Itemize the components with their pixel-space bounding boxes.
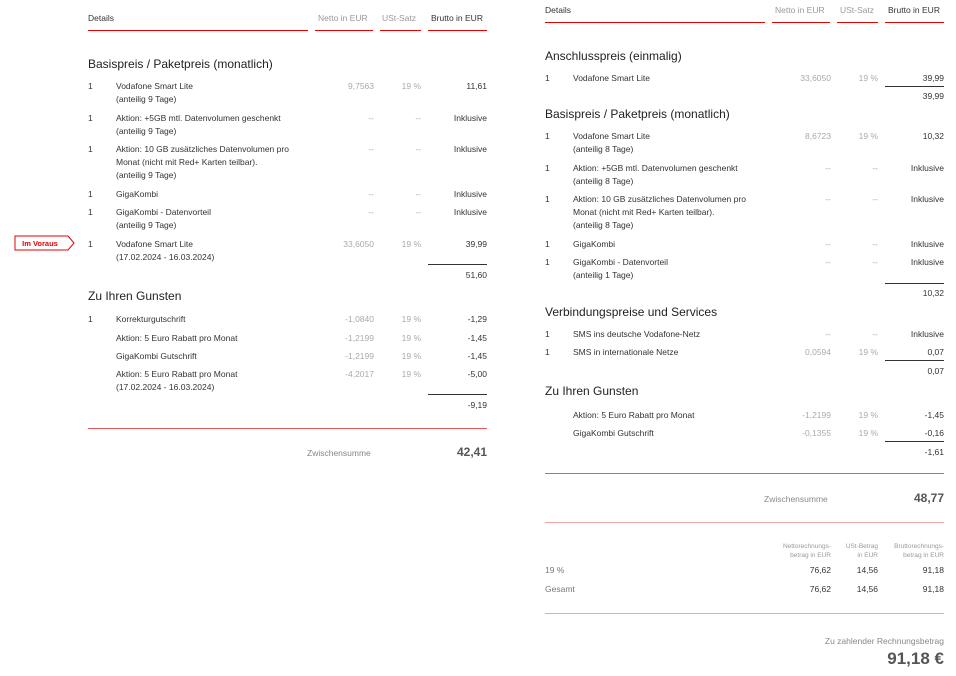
- right-subtotal-value: 48,77: [913, 491, 944, 505]
- row-brutto: Inklusive: [910, 257, 944, 267]
- row-desc-line1: Aktion: +5GB mtl. Datenvolumen geschenkt: [573, 163, 738, 173]
- left-section-gunsten-title: Zu Ihren Gunsten: [88, 289, 182, 303]
- row-qty: 1: [88, 113, 93, 123]
- row-brutto: Inklusive: [453, 189, 487, 199]
- row-qty: 1: [88, 207, 93, 217]
- right-section-basispreis-title: Basispreis / Paketpreis (monatlich): [545, 107, 730, 121]
- row-brutto: 11,61: [466, 81, 487, 91]
- row-desc-line2: Monat (nicht mit Red+ Karten teilbar).: [116, 157, 258, 167]
- subtotal-rule: [428, 264, 487, 265]
- row-netto: --: [825, 194, 831, 204]
- row-desc-line2: (17.02.2024 - 16.03.2024): [116, 252, 215, 262]
- im-voraus-label: Im Voraus: [22, 239, 58, 248]
- tax-header-ust-a: USt-Betrag: [845, 543, 878, 550]
- left-header-underline-ust: [380, 30, 421, 31]
- row-desc-line1: Vodafone Smart Lite: [116, 81, 194, 91]
- tax-header-netto-a: Nettorechnungs-: [782, 543, 831, 550]
- row-ust: 19 %: [858, 131, 878, 141]
- row-brutto: Inklusive: [453, 207, 487, 217]
- row-ust: --: [872, 257, 878, 267]
- row-desc-line1: SMS ins deutsche Vodafone-Netz: [573, 329, 701, 339]
- row-netto: -1,0840: [345, 314, 374, 324]
- row-qty: 1: [545, 73, 550, 83]
- row-netto: -1,2199: [345, 351, 374, 361]
- right-header-underline-brutto: [885, 22, 944, 23]
- row-desc-line1: Aktion: 10 GB zusätzliches Datenvolumen pro: [116, 144, 289, 154]
- row-brutto: Inklusive: [910, 329, 944, 339]
- row-desc-line2: (anteilig 9 Tage): [116, 94, 177, 104]
- row-brutto: -1,45: [467, 351, 487, 361]
- row-ust: 19 %: [401, 333, 421, 343]
- tax-row-brutto: 91,18: [922, 584, 944, 594]
- left-divider: [88, 428, 487, 429]
- left-header-details: Details: [88, 13, 114, 23]
- row-netto: --: [368, 113, 374, 123]
- row-netto: -1,2199: [345, 333, 374, 343]
- row-ust: --: [872, 329, 878, 339]
- tax-row-netto: 76,62: [809, 565, 831, 575]
- row-brutto: -1,45: [467, 333, 487, 343]
- row-brutto: -1,29: [467, 314, 487, 324]
- row-desc-line1: GigaKombi: [116, 189, 159, 199]
- row-netto: 9,7563: [348, 81, 374, 91]
- row-desc-line1: Vodafone Smart Lite: [573, 73, 651, 83]
- row-ust: 19 %: [401, 351, 421, 361]
- tax-row-netto: 76,62: [809, 584, 831, 594]
- row-ust: 19 %: [401, 239, 421, 249]
- tax-row-ust: 14,56: [856, 584, 878, 594]
- subtotal-rule: [885, 441, 944, 442]
- row-netto: --: [825, 163, 831, 173]
- row-ust: --: [415, 144, 421, 154]
- row-desc-line1: GigaKombi - Datenvorteil: [573, 257, 668, 267]
- final-amount-value: 91,18 €: [887, 649, 944, 668]
- row-desc-line1: Aktion: 10 GB zusätzliches Datenvolumen pro: [573, 194, 746, 204]
- row-ust: 19 %: [858, 347, 878, 357]
- row-qty: 1: [545, 131, 550, 141]
- left-header-netto: Netto in EUR: [318, 13, 368, 23]
- row-desc-line1: GigaKombi: [573, 239, 616, 249]
- left-header-underline-netto: [315, 30, 373, 31]
- right-section-gunsten-title: Zu Ihren Gunsten: [545, 384, 639, 398]
- row-netto: --: [825, 239, 831, 249]
- row-desc-line2: Monat (nicht mit Red+ Karten teilbar).: [573, 207, 715, 217]
- row-qty: 1: [88, 314, 93, 324]
- right-header-netto: Netto in EUR: [775, 5, 825, 15]
- row-desc-line1: Korrekturgutschrift: [116, 314, 186, 324]
- row-brutto: 39,99: [465, 239, 487, 249]
- right-divider: [545, 473, 944, 474]
- left-header-underline-brutto: [428, 30, 487, 31]
- row-desc-line1: GigaKombi - Datenvorteil: [116, 207, 211, 217]
- right-verbindung-total: 0,07: [927, 366, 944, 376]
- tax-header-brutto-b: betrag in EUR: [903, 552, 944, 559]
- row-desc-line1: SMS in internationale Netze: [573, 347, 679, 357]
- right-section-verbindung-title: Verbindungspreise und Services: [545, 305, 718, 319]
- row-netto: -4,2017: [345, 369, 374, 379]
- row-desc-line1: Aktion: 5 Euro Rabatt pro Monat: [116, 369, 238, 379]
- row-brutto: -5,00: [467, 369, 487, 379]
- row-desc-line1: Vodafone Smart Lite: [116, 239, 194, 249]
- row-brutto: -0,16: [924, 428, 944, 438]
- subtotal-rule: [885, 86, 944, 87]
- row-brutto: 10,32: [922, 131, 944, 141]
- tax-row-ust: 14,56: [856, 565, 878, 575]
- row-desc-line1: GigaKombi Gutschrift: [116, 351, 197, 361]
- row-qty: 1: [545, 194, 550, 204]
- row-ust: 19 %: [401, 314, 421, 324]
- row-desc-line2: (anteilig 9 Tage): [116, 220, 177, 230]
- row-desc-line1: Aktion: 5 Euro Rabatt pro Monat: [116, 333, 238, 343]
- row-netto: --: [825, 257, 831, 267]
- final-amount-label: Zu zahlender Rechnungsbetrag: [824, 636, 944, 646]
- right-header-underline-ust: [837, 22, 878, 23]
- right-basis-total: 10,32: [922, 288, 944, 298]
- row-qty: 1: [545, 257, 550, 267]
- row-ust: --: [415, 113, 421, 123]
- right-header-ust: USt-Satz: [840, 5, 875, 15]
- tax-row-label: Gesamt: [545, 584, 575, 594]
- row-desc-line2: (anteilig 8 Tage): [573, 144, 634, 154]
- row-netto: -0,1355: [802, 428, 831, 438]
- row-qty: 1: [88, 81, 93, 91]
- row-ust: 19 %: [401, 369, 421, 379]
- tax-row-brutto: 91,18: [922, 565, 944, 575]
- tax-row-label: 19 %: [545, 565, 565, 575]
- row-desc-line3: (anteilig 8 Tage): [573, 220, 634, 230]
- row-desc-line1: Vodafone Smart Lite: [573, 131, 651, 141]
- right-header-underline-netto: [772, 22, 830, 23]
- left-subtotal-label: Zwischensumme: [307, 448, 371, 458]
- row-netto: 33,6050: [800, 73, 831, 83]
- right-header-details: Details: [545, 5, 571, 15]
- row-ust: 19 %: [858, 73, 878, 83]
- row-ust: --: [415, 207, 421, 217]
- row-brutto: Inklusive: [910, 163, 944, 173]
- row-netto: --: [368, 207, 374, 217]
- row-qty: 1: [545, 347, 550, 357]
- right-header-underline-details: [545, 22, 765, 23]
- row-desc-line2: (anteilig 8 Tage): [573, 176, 634, 186]
- row-qty: 1: [88, 189, 93, 199]
- row-netto: 33,6050: [343, 239, 374, 249]
- row-ust: 19 %: [858, 410, 878, 420]
- subtotal-rule: [885, 283, 944, 284]
- row-ust: --: [415, 189, 421, 199]
- subtotal-rule: [885, 360, 944, 361]
- right-gunsten-total: -1,61: [924, 447, 944, 457]
- row-qty: 1: [545, 163, 550, 173]
- row-qty: 1: [88, 144, 93, 154]
- left-basis-total: 51,60: [465, 270, 487, 280]
- im-voraus-tag: [14, 235, 76, 251]
- row-qty: 1: [545, 239, 550, 249]
- tax-header-brutto-a: Bruttorechnungs-: [894, 543, 944, 550]
- row-ust: 19 %: [858, 428, 878, 438]
- subtotal-rule: [428, 394, 487, 395]
- right-divider-final: [545, 613, 944, 614]
- right-section-anschluss-title: Anschlusspreis (einmalig): [545, 49, 682, 63]
- row-netto: --: [368, 189, 374, 199]
- left-gunsten-total: -9,19: [467, 400, 487, 410]
- row-netto: 0,0594: [805, 347, 831, 357]
- right-subtotal-label: Zwischensumme: [764, 494, 828, 504]
- row-desc-line3: (anteilig 9 Tage): [116, 170, 177, 180]
- row-desc-line2: (anteilig 1 Tage): [573, 270, 634, 280]
- row-netto: --: [368, 144, 374, 154]
- row-ust: --: [872, 239, 878, 249]
- row-brutto: 0,07: [927, 347, 944, 357]
- row-netto: 8,6723: [805, 131, 831, 141]
- row-brutto: Inklusive: [453, 144, 487, 154]
- row-qty: 1: [545, 329, 550, 339]
- row-desc-line1: Aktion: +5GB mtl. Datenvolumen geschenkt: [116, 113, 281, 123]
- left-header-underline-details: [88, 30, 308, 31]
- row-brutto: Inklusive: [453, 113, 487, 123]
- left-subtotal-value: 42,41: [456, 445, 487, 459]
- tax-header-netto-b: betrag in EUR: [790, 552, 831, 559]
- row-brutto: Inklusive: [910, 239, 944, 249]
- left-header-brutto: Brutto in EUR: [431, 13, 483, 23]
- row-desc-line1: GigaKombi Gutschrift: [573, 428, 654, 438]
- row-brutto: 39,99: [922, 73, 944, 83]
- right-anschluss-total: 39,99: [922, 91, 944, 101]
- row-ust: --: [872, 163, 878, 173]
- right-header-brutto: Brutto in EUR: [888, 5, 940, 15]
- right-divider-light: [545, 522, 944, 523]
- row-ust: 19 %: [401, 81, 421, 91]
- row-brutto: Inklusive: [910, 194, 944, 204]
- left-section-basispreis-title: Basispreis / Paketpreis (monatlich): [88, 57, 273, 71]
- row-netto: -1,2199: [802, 410, 831, 420]
- row-brutto: -1,45: [924, 410, 944, 420]
- tax-header-ust-b: in EUR: [857, 552, 878, 559]
- row-ust: --: [872, 194, 878, 204]
- row-desc-line2: (17.02.2024 - 16.03.2024): [116, 382, 215, 392]
- row-netto: --: [825, 329, 831, 339]
- left-header-ust: USt-Satz: [382, 13, 417, 23]
- row-qty: 1: [88, 239, 93, 249]
- row-desc-line2: (anteilig 9 Tage): [116, 126, 177, 136]
- row-desc-line1: Aktion: 5 Euro Rabatt pro Monat: [573, 410, 695, 420]
